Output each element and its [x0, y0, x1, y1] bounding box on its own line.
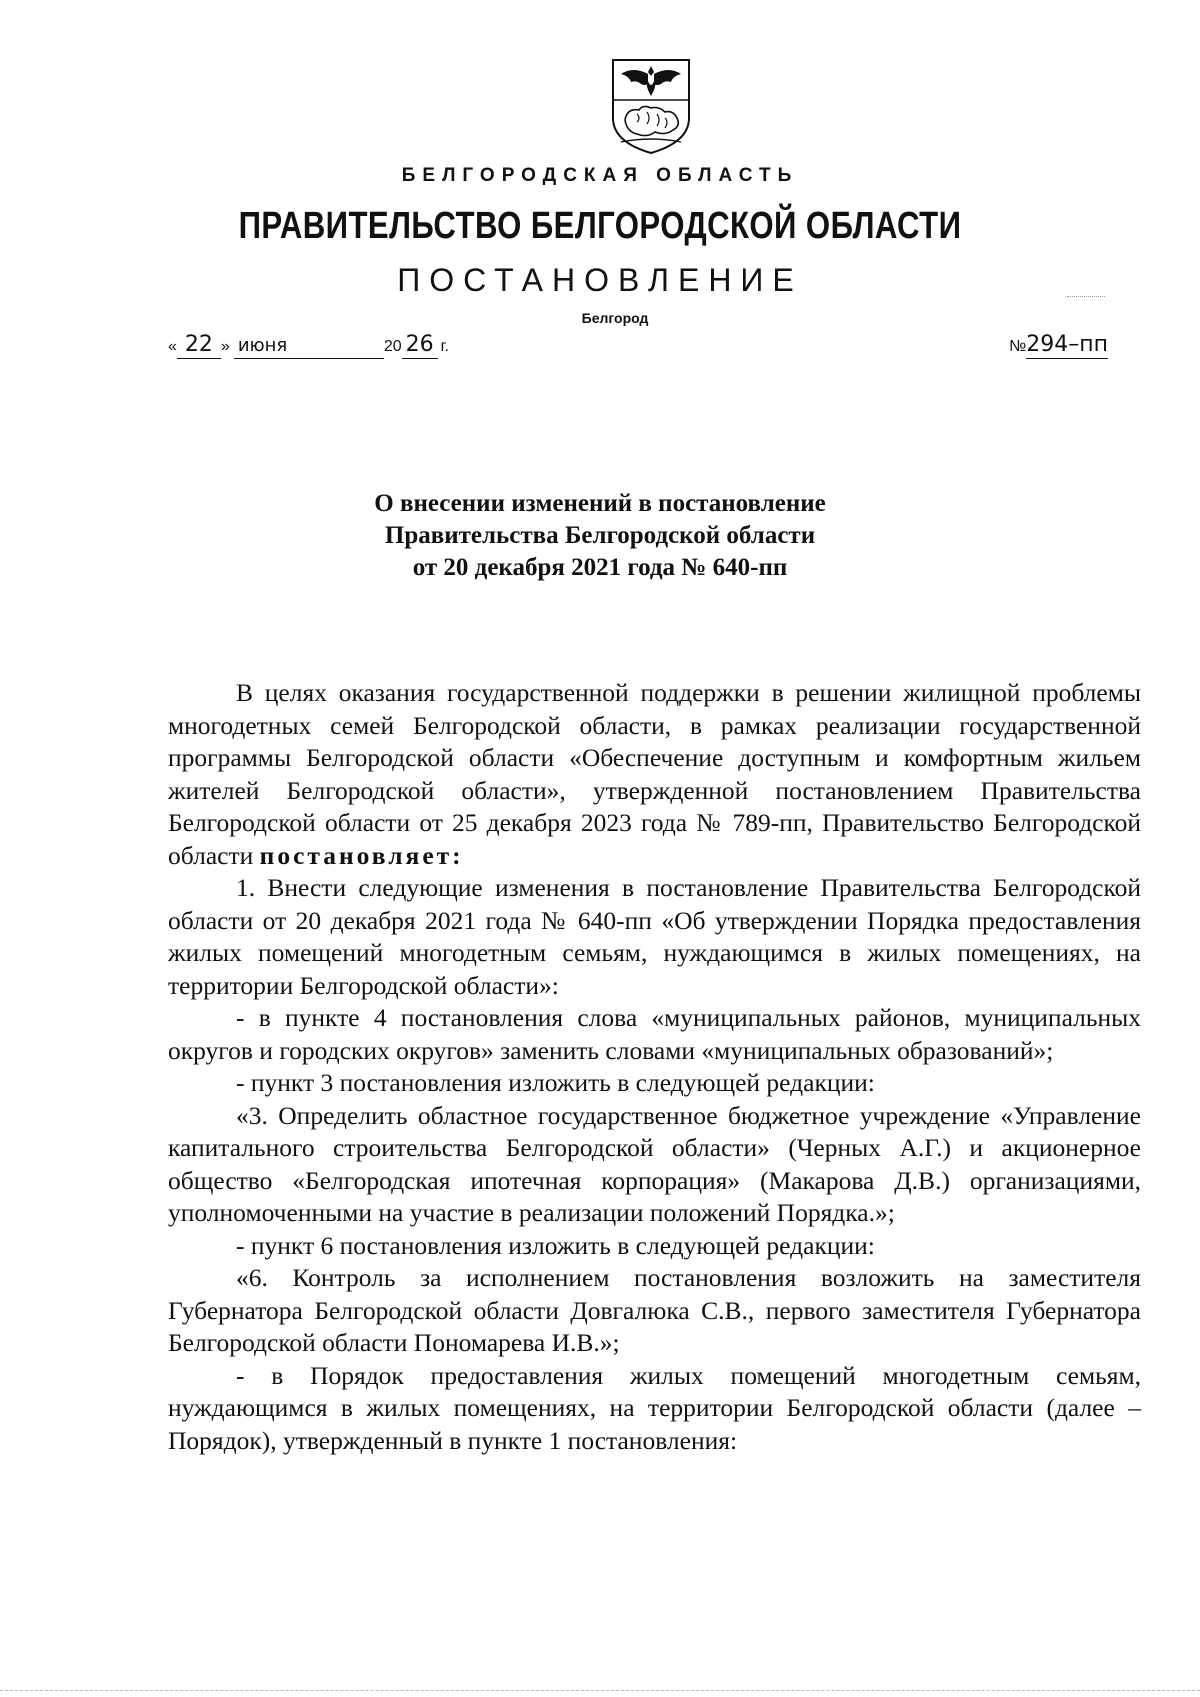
date-year-prefix: 20: [383, 338, 402, 355]
document-type: ПОСТАНОВЛЕНИЕ: [397, 262, 803, 298]
paragraph-item-1: 1. Внести следующие изменения в постановление Правительства Белгородской области от 20 декабря 2021 года № 640-пп «Об утверждении Порядка предоставления жилых помещений многодетным семьям, нуждающимся в жилых помещениях, на территории Белгородской области»:: [168, 873, 1141, 1000]
number-value: 294–пп: [1026, 332, 1108, 357]
paragraph-change-point-4: - в пункте 4 постановления слова «муниципальных районов, муниципальных округов и городских округов» заменить словами «муниципальных образований»;: [168, 1003, 1141, 1065]
date-year-mark: г.: [440, 338, 449, 355]
document-body: [168, 677, 1141, 1457]
paragraph-point-6-text: «6. Контроль за исполнением постановления возложить на заместителя Губернатора Белгородской области Довгалюка С.В., первого заместителя Губернатора Белгородской области Пономарева И.В.»;: [168, 1263, 1141, 1357]
paragraph-preamble: [168, 677, 1141, 872]
title-line-1: О внесении изменений в постановление: [374, 490, 826, 517]
date-year-suffix: 26: [405, 332, 434, 357]
number-prefix: №: [1009, 338, 1027, 355]
date-open-quote: «: [168, 338, 177, 355]
region-name: БЕЛГОРОДСКАЯ ОБЛАСТЬ: [401, 165, 799, 186]
preamble-decree-word: постановляет:: [259, 840, 464, 870]
preamble-text: В целях оказания государственной поддержки в решении жилищной проблемы многодетных семей Белгородской области, в рамках реализации государственной программы Белгородской области «Обеспечение доступным и комфортным жильем жителей Белгородской области», утвержденной постановлением Правительства Белгородской области от 25 декабря 2023 года № 789-пп, Правительство Белгородской области: [168, 678, 1141, 870]
government-name: ПРАВИТЕЛЬСТВО БЕЛГОРОДСКОЙ ОБЛАСТИ: [238, 205, 962, 247]
paragraph-change-point-3-intro: - пункт 3 постановления изложить в следующей редакции:: [236, 1068, 875, 1097]
paragraph-change-point-6-intro: - пункт 6 постановления изложить в следующей редакции:: [236, 1230, 875, 1260]
document-title: [0, 488, 1200, 584]
date-day: 22: [184, 332, 213, 357]
scan-edge-line: [0, 1690, 1200, 1691]
date-close-quote: »: [220, 338, 230, 355]
scan-mark: [1067, 296, 1105, 297]
title-line-2: Правительства Белгородской области: [384, 522, 816, 549]
title-line-3: от 20 декабря 2021 года № 640-пп: [412, 554, 788, 581]
city-name: Белгород: [581, 310, 649, 326]
coat-of-arms-emblem: [607, 56, 695, 156]
paragraph-point-3-text: «3. Определить областное государственное бюджетное учреждение «Управление капитального строительства Белгородской области» (Черных А.Г.) и акционерное общество «Белгородская ипотечная корпорация» (Макарова Д.В.) организациями, уполномоченными на участие в реализации положений Порядка.»;: [168, 1100, 1141, 1227]
date-month: июня: [237, 335, 288, 356]
document-date: [168, 334, 449, 359]
paragraph-order-changes: - в Порядок предоставления жилых помещений многодетным семьям, нуждающимся в жилых помещениях, на территории Белгородской области (далее – Порядок), утвержденный в пункте 1 постановления:: [168, 1360, 1141, 1455]
document-number: [1009, 334, 1108, 359]
